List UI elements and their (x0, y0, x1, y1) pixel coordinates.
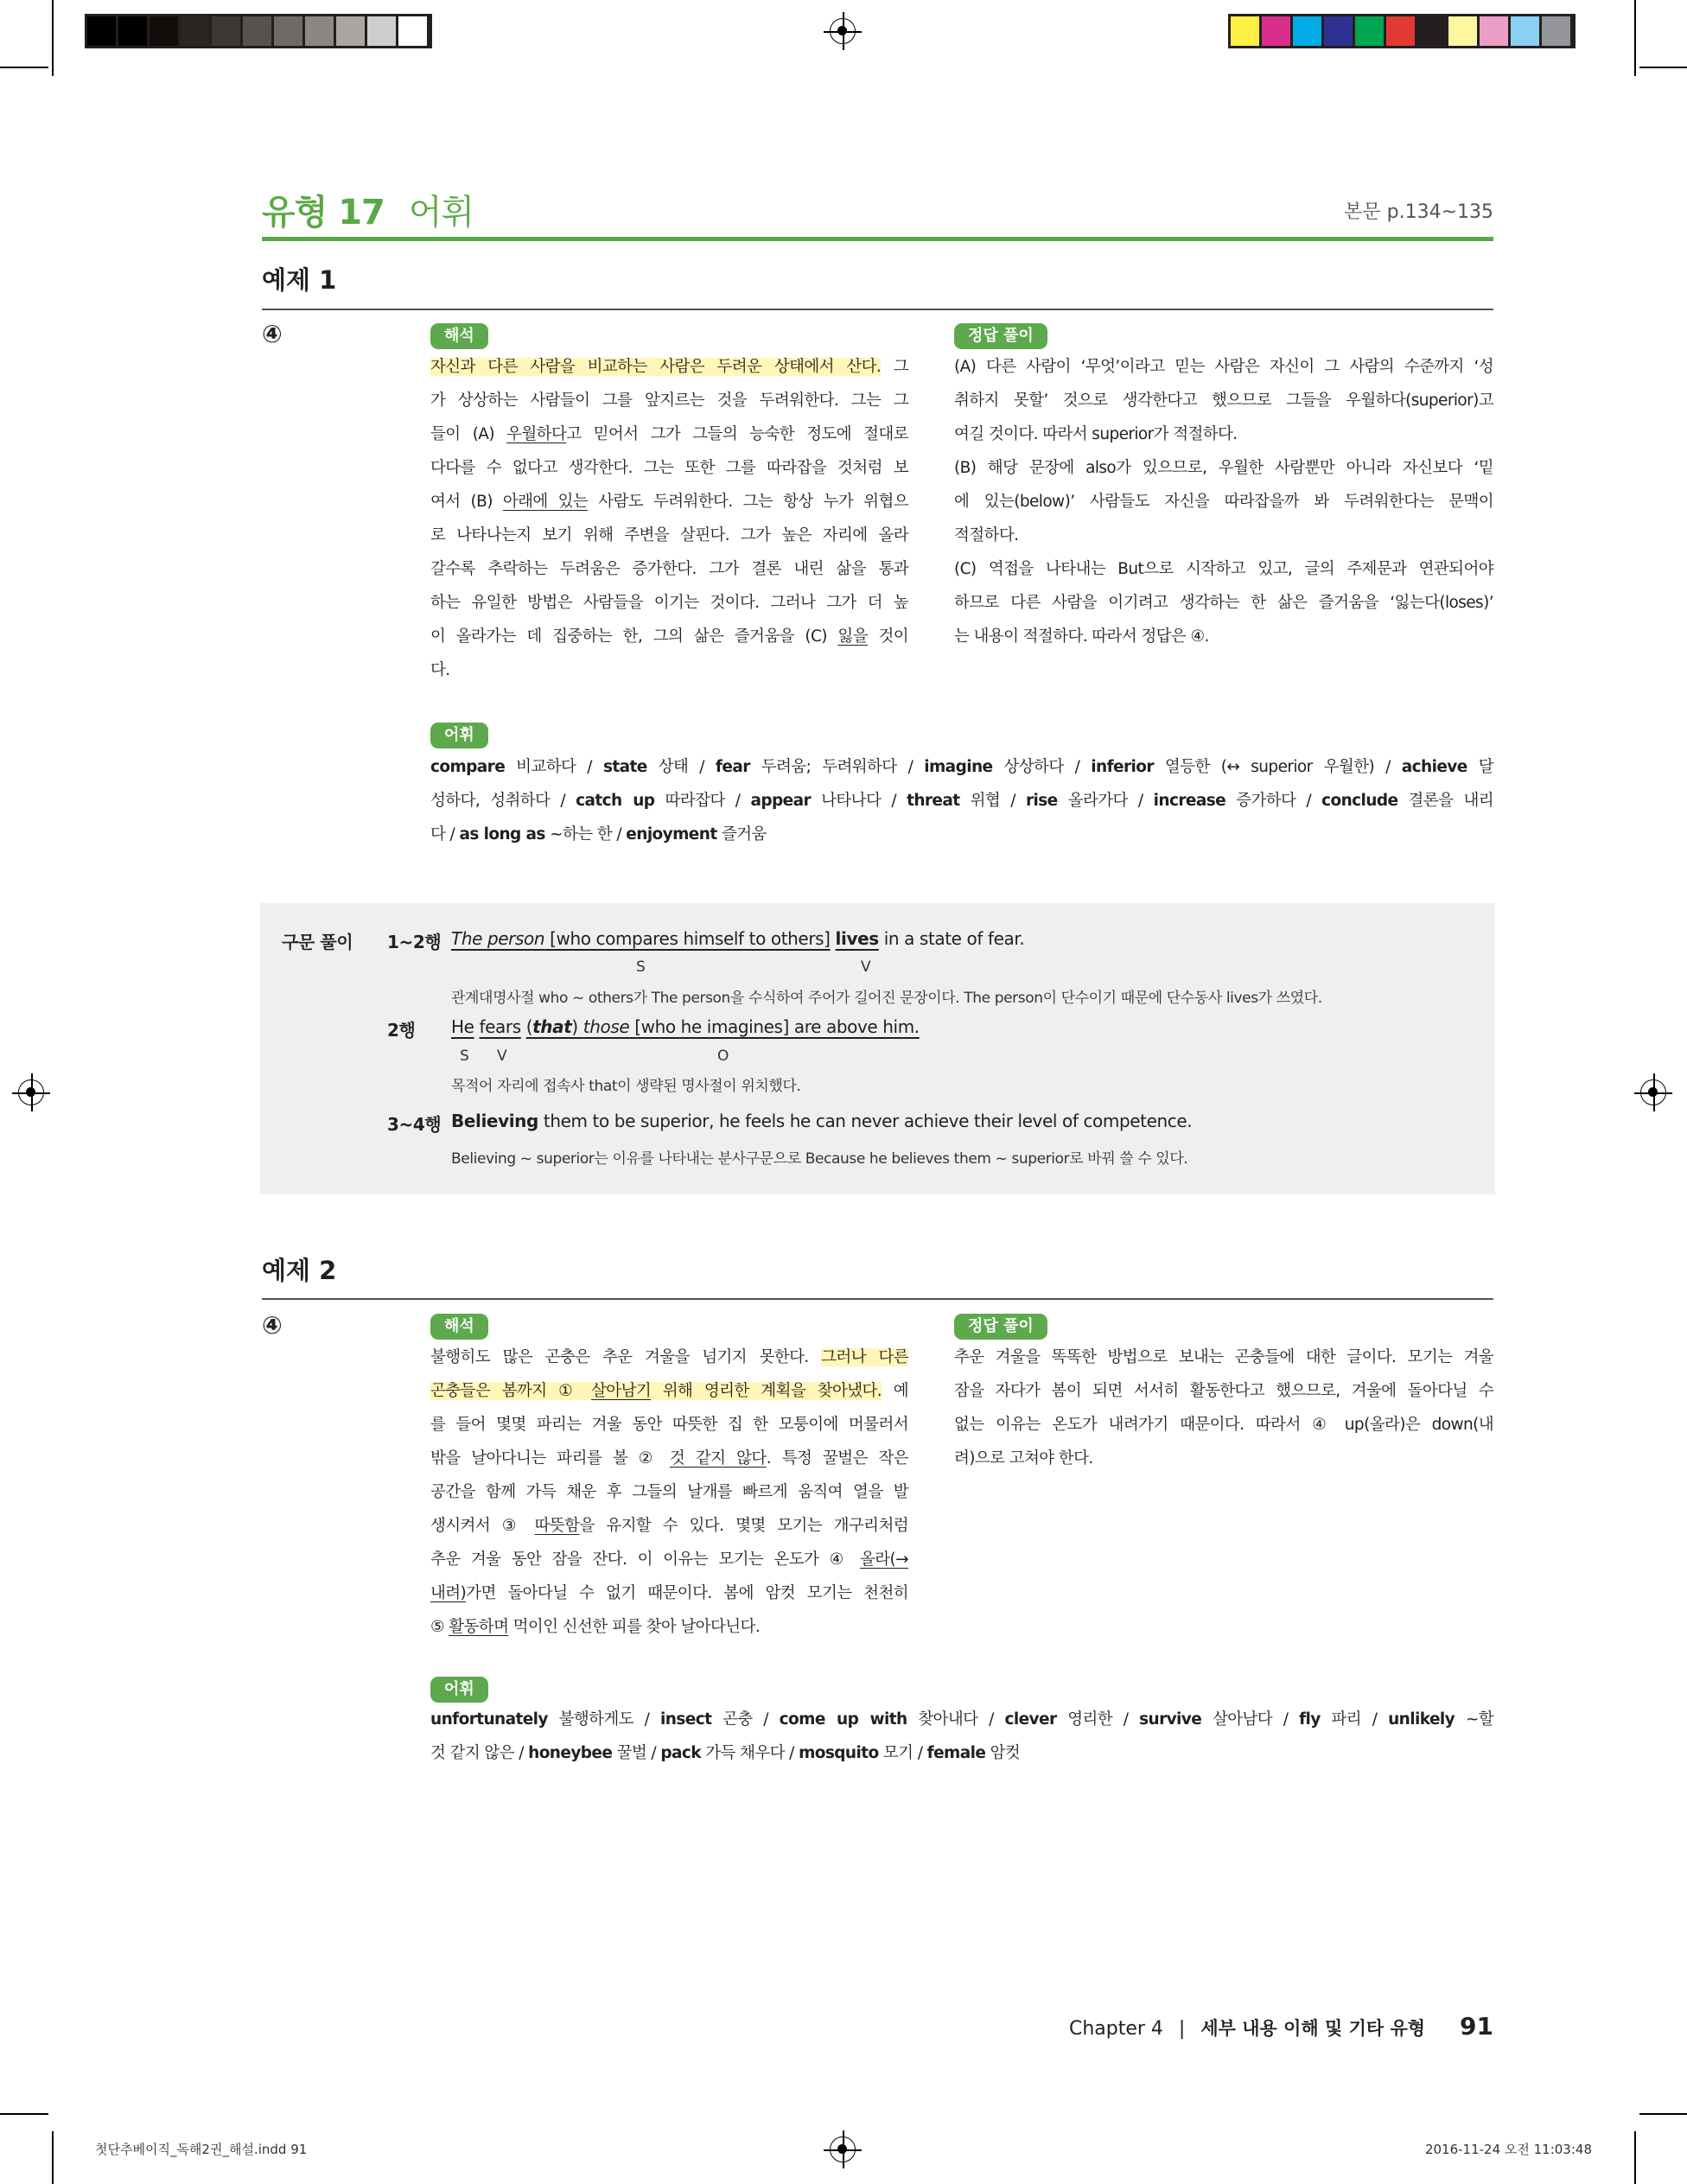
page-number: 91 (1460, 2012, 1493, 2041)
object-rest: [who he imagines] are above him. (629, 1016, 920, 1037)
highlighted-text: 살아남기 (591, 1382, 652, 1400)
syntax-note: Believing ~ superior는 이유를 나타내는 분사구문으로 Because he believes them ~ superior로 바꿔 쓸 수 있다. (451, 1150, 1188, 1168)
object-head: those (582, 1016, 630, 1037)
text: 이 올라가는 데 집중하는 한, 그의 삶은 즐거움을 (C) (430, 627, 838, 646)
divider (262, 309, 1493, 310)
text: 꿀벌 / (612, 1744, 661, 1762)
underlined-text: 따뜻함 (534, 1517, 580, 1535)
underlined-text: 아래에 있는 (502, 493, 589, 511)
text: 밖을 날아다니는 파리를 볼 ② (430, 1449, 670, 1468)
translation-badge: 해석 (430, 323, 488, 349)
text: 추운 겨울 동안 잠을 잔다. 이 이유는 모기는 온도가 ④ (430, 1550, 860, 1569)
vocab-term: appear (750, 792, 812, 810)
example-2-answer: ④ (262, 1311, 283, 1340)
registration-mark-icon (830, 18, 856, 44)
text: 공간을 함께 가득 채운 후 그들의 날개를 빠르게 움직여 열을 발 (430, 1483, 908, 1501)
text: 취하지 못할’ 것으로 생각한다고 했으므로 그들을 우월하다(superior)고 (954, 392, 1493, 410)
verb-mark: V (861, 958, 871, 976)
text: 것 같지 않은 / (430, 1744, 529, 1762)
text-line (430, 620, 908, 653)
page-title (262, 185, 474, 234)
vocab-term: catch up (576, 792, 655, 810)
text: 열등한 (↔ superior 우월한) / (1153, 758, 1402, 776)
text-line (430, 1543, 908, 1576)
footer-separator: | (1178, 2018, 1186, 2040)
color-swatch (1511, 16, 1539, 46)
underlined-text: 것 같지 않다 (669, 1449, 767, 1468)
text-line (430, 417, 908, 451)
text-line (430, 1576, 908, 1610)
slug-filename: 첫단추베이직_독해2권_해설.indd 91 (95, 2142, 308, 2157)
text: 두려움; 두려워하다 / (749, 758, 925, 776)
text: 적절하다. (954, 526, 1019, 544)
text: . 특정 꿀벌은 작은 (766, 1449, 908, 1468)
text-line (430, 1442, 908, 1475)
example-1-title: 예제 1 (262, 265, 337, 295)
text-line (954, 1340, 1493, 1374)
text: 려)으로 고쳐야 한다. (954, 1449, 1093, 1468)
color-swatch (181, 16, 209, 46)
vocab-term: honeybee (528, 1744, 613, 1762)
color-swatch (87, 16, 116, 46)
text: 잠을 자다가 봄이 되면 서서히 활동한다고 했으므로, 겨울에 돌아다닐 수 (954, 1382, 1493, 1400)
syntax-sentence: He fears (that) those [who he imagines] are above him. (451, 1016, 920, 1037)
text: 성하다, 성취하다 / (430, 792, 576, 810)
crop-mark (52, 2131, 54, 2184)
text: 고 믿어서 그가 그들의 능숙한 정도에 절대로 (566, 425, 908, 443)
underlined-text: 내려) (430, 1584, 467, 1602)
text: 하는 유일한 방법은 사람들을 이기는 것이다. 그러나 그가 더 높 (430, 594, 908, 612)
text: 즐거움 (716, 825, 767, 844)
text: 나타나다 / (811, 792, 907, 810)
syntax-sentence (451, 1111, 1192, 1131)
vocab-term: come up with (779, 1710, 907, 1729)
example-2-title: 예제 2 (262, 1256, 337, 1285)
text-line (430, 818, 1493, 851)
text: 는 내용이 적절하다. 따라서 정답은 ④. (954, 627, 1209, 646)
text-line (954, 485, 1493, 519)
underlined-text: 잃을 (837, 627, 868, 646)
divider (262, 1298, 1493, 1300)
underlined-text: 올라(→ (859, 1550, 908, 1569)
verb: lives (835, 928, 879, 949)
underlined-text: 활동하며 (449, 1618, 509, 1636)
participle: Believing (451, 1111, 538, 1131)
vocab-term: conclude (1321, 792, 1398, 810)
text-line (430, 485, 908, 519)
subject-head: The person (451, 928, 545, 949)
color-swatch (367, 16, 396, 46)
text: 불행히도 많은 곤충은 추운 겨울을 넘기지 못한다. (430, 1348, 822, 1366)
example-1-translation (430, 350, 908, 687)
text: ⑤ (430, 1618, 449, 1636)
highlighted-text: 곤충들은 봄까지 ① (430, 1382, 592, 1400)
text: 상태 / (646, 758, 716, 776)
sentence-tail: in a state of fear. (878, 928, 1025, 949)
vocab-term: mosquito (799, 1744, 879, 1762)
text: 달 (1467, 758, 1493, 776)
chapter-label: Chapter 4 (1068, 2018, 1163, 2040)
type-label: 유형 17 (262, 193, 385, 232)
vocab-term: achieve (1401, 758, 1467, 776)
verb-mark: V (497, 1047, 507, 1065)
text: 생시켜서 ③ (430, 1517, 535, 1535)
header-divider (262, 237, 1493, 241)
registration-mark-icon (18, 1079, 44, 1105)
process-color-bar (1228, 14, 1576, 48)
vocab-term: compare (430, 758, 506, 776)
subject-mark: S (460, 1047, 469, 1065)
text-line (430, 519, 908, 552)
grayscale-color-bar (85, 14, 432, 48)
text-line (954, 350, 1493, 384)
syntax-note: 관계대명사절 who ~ others가 The person을 수식하여 주어가 길어진 문장이다. The person이 단수이기 때문에 단수동사 lives가 쓰였다. (451, 990, 1322, 1007)
text: 따라잡다 / (654, 792, 751, 810)
text: (A) 다른 사람이 ‘무엇’이라고 믿는 사람은 자신이 그 사람의 수준까지 ‘성 (954, 358, 1493, 376)
text-line (430, 1374, 908, 1408)
vocab-term: state (602, 758, 647, 776)
highlighted-text: 위해 영리한 계획을 찾아냈다. (651, 1382, 882, 1400)
text: 결론을 내리 (1397, 792, 1494, 810)
vocab-term: unlikely (1388, 1710, 1455, 1729)
vocab-badge: 어휘 (430, 723, 488, 748)
example-2-vocab (430, 1703, 1493, 1770)
underlined-text: 우월하다 (506, 425, 567, 443)
registration-mark-icon (1640, 1079, 1666, 1105)
page-reference: 본문 p.134~135 (1344, 201, 1493, 223)
text: 로 나타나는지 보기 위해 주변을 살핀다. 그가 높은 자리에 올라 (430, 526, 908, 544)
text: 가 상상하는 사람들이 그를 앞지르는 것을 두려워한다. 그는 그 (430, 392, 908, 410)
text: ~하는 한 / (544, 825, 627, 844)
color-swatch (118, 16, 147, 46)
text: 들이 (A) (430, 425, 507, 443)
vocab-term: fear (715, 758, 750, 776)
color-swatch (398, 16, 427, 46)
syntax-line-ref: 2행 (387, 1020, 416, 1041)
text: 사람도 두려워한다. 그는 항상 누가 위협으 (588, 493, 908, 511)
text: 영리한 / (1056, 1710, 1140, 1729)
text-line (430, 384, 908, 417)
color-swatch (274, 16, 302, 46)
text: 다다를 수 없다고 생각한다. 그는 또한 그를 따라잡을 것처럼 보 (430, 459, 908, 477)
text-line (430, 586, 908, 620)
text: 살아남다 / (1201, 1710, 1300, 1729)
vocab-badge: 어휘 (430, 1677, 488, 1703)
color-swatch (1293, 16, 1321, 46)
syntax-label: 구문 풀이 (282, 932, 353, 952)
highlighted-text: 그러나 다른 (821, 1348, 909, 1366)
text-line (954, 519, 1493, 552)
text: 여길 것이다. 따라서 superior가 적절하다. (954, 425, 1238, 443)
vocab-term: insect (660, 1710, 712, 1729)
text: 가면 돌아다닐 수 없기 때문이다. 봄에 암컷 모기는 천천히 (466, 1584, 908, 1602)
text-line (954, 1374, 1493, 1408)
text: 비교하다 / (505, 758, 603, 776)
vocab-term: inferior (1091, 758, 1154, 776)
vocab-term: enjoyment (626, 825, 717, 844)
topic-label: 어휘 (408, 193, 474, 232)
solution-badge: 정답 풀이 (954, 323, 1047, 349)
text-line (954, 451, 1493, 485)
crop-mark (0, 2113, 48, 2115)
text-line (430, 350, 908, 384)
vocab-term: unfortunately (430, 1710, 548, 1729)
vocab-term: pack (660, 1744, 701, 1762)
text: 하므로 다른 사람을 이기려고 생각하는 한 삶은 즐거움을 ‘잃는다(loses)’ (954, 594, 1493, 612)
text: 먹이인 신선한 피를 찾아 날아다닌다. (508, 1618, 761, 1636)
text: 올라가다 / (1057, 792, 1154, 810)
text: 곤충 / (711, 1710, 780, 1729)
syntax-note: 목적어 자리에 접속사 that이 생략된 명사절이 위치했다. (451, 1078, 801, 1095)
highlighted-text: 자신과 다른 사람을 비교하는 사람은 두려운 상태에서 산다. (430, 358, 882, 376)
text: 것이 (867, 627, 909, 646)
text: 다. (430, 661, 450, 679)
color-swatch (1417, 16, 1446, 46)
slug-timestamp: 2016-11-24 오전 11:03:48 (1424, 2142, 1592, 2157)
text-line (954, 552, 1493, 586)
subject-mark: S (636, 958, 646, 976)
vocab-term: female (926, 1744, 986, 1762)
text-line (430, 1736, 1493, 1770)
solution-badge: 정답 풀이 (954, 1314, 1047, 1340)
text: 가득 채우다 / (700, 1744, 799, 1762)
text-line (954, 1408, 1493, 1442)
text: 파리 / (1320, 1710, 1389, 1729)
text: 를 들어 몇몇 파리는 겨울 동안 따뜻한 집 한 모퉁이에 머물러서 (430, 1416, 908, 1434)
text: 갈수록 추락하는 두려움은 증가한다. 그가 결론 내린 삶을 통과 (430, 560, 908, 578)
text-line (954, 620, 1493, 653)
registration-mark-icon (830, 2136, 856, 2162)
vocab-term: threat (907, 792, 960, 810)
text: 여서 (B) (430, 493, 503, 511)
color-swatch (1355, 16, 1384, 46)
vocab-term: rise (1026, 792, 1058, 810)
translation-badge: 해석 (430, 1314, 488, 1340)
example-1-solution (954, 350, 1493, 653)
text: 암컷 (985, 1744, 1021, 1762)
text-line (954, 417, 1493, 451)
text: 을 유지할 수 있다. 몇몇 모기는 개구리처럼 (579, 1517, 908, 1535)
color-swatch (1386, 16, 1415, 46)
text: 불행하게도 / (547, 1710, 661, 1729)
section-label: 세부 내용 이해 및 기타 유형 (1200, 2018, 1426, 2039)
page-footer (1069, 2012, 1493, 2041)
syntax-sentence (451, 928, 1024, 949)
vocab-term: clever (1004, 1710, 1057, 1729)
text: 없는 이유는 온도가 내려가기 때문이다. 따라서 ④ up(올라)은 down(내 (954, 1416, 1493, 1434)
color-swatch (1542, 16, 1570, 46)
text: 찾아내다 / (907, 1710, 1005, 1729)
text: 증가하다 / (1225, 792, 1322, 810)
color-swatch (1231, 16, 1259, 46)
text-line (954, 586, 1493, 620)
example-1-vocab (430, 750, 1493, 851)
color-swatch (1480, 16, 1508, 46)
example-2-solution (954, 1340, 1493, 1475)
color-swatch (1448, 16, 1477, 46)
text-line (430, 451, 908, 485)
vocab-term: as long as (459, 825, 545, 844)
text: (C) 역접을 나타내는 But으로 시작하고 있고, 글의 주제문과 연관되어야 (954, 560, 1493, 578)
crop-mark (1639, 2113, 1687, 2115)
text: ~할 (1455, 1710, 1493, 1729)
color-swatch (150, 16, 178, 46)
text-line (430, 1509, 908, 1543)
text: 위협 / (959, 792, 1026, 810)
color-swatch (212, 16, 240, 46)
text-line (430, 784, 1493, 818)
text: (B) 해당 문장에 also가 있으므로, 우월한 사람뿐만 아니라 자신보다 ‘밑 (954, 459, 1493, 477)
text-line (430, 1610, 908, 1644)
color-swatch (305, 16, 334, 46)
text-line (954, 384, 1493, 417)
text-line (430, 1703, 1493, 1736)
color-swatch (336, 16, 365, 46)
crop-mark (1639, 67, 1687, 68)
text: 예 (882, 1382, 908, 1400)
syntax-line-ref: 1~2행 (387, 932, 442, 952)
text: 상상하다 / (992, 758, 1092, 776)
crop-mark (1634, 2131, 1636, 2184)
verb: fears (479, 1016, 521, 1037)
text-line (430, 552, 908, 586)
relative-clause: [who compares himself to others] (544, 928, 831, 949)
example-2-translation (430, 1340, 908, 1644)
text-line (430, 1475, 908, 1509)
omitted-conjunction: that (532, 1016, 572, 1037)
vocab-term: survive (1139, 1710, 1202, 1729)
crop-mark (1634, 0, 1636, 76)
sentence-rest: them to be superior, he feels he can never achieve their level of competence. (538, 1111, 1193, 1131)
vocab-term: imagine (924, 758, 993, 776)
color-swatch (243, 16, 271, 46)
color-swatch (1324, 16, 1353, 46)
example-1-answer: ④ (262, 320, 283, 348)
crop-mark (52, 0, 54, 76)
text-line (954, 1442, 1493, 1475)
subject: He (451, 1016, 474, 1037)
vocab-term: increase (1153, 792, 1226, 810)
text-line (430, 1408, 908, 1442)
text: 에 있는(below)’ 사람들도 자신을 따라잡을까 봐 두려워한다는 문맥이 (954, 493, 1493, 511)
text: 다 / (430, 825, 460, 844)
text-line (430, 750, 1493, 784)
text: 추운 겨울을 똑똑한 방법으로 보내는 곤충들에 대한 글이다. 모기는 겨울 (954, 1348, 1493, 1366)
vocab-term: fly (1299, 1710, 1321, 1729)
text-line (430, 653, 908, 687)
syntax-line-ref: 3~4행 (387, 1114, 442, 1135)
text: 그 (881, 358, 908, 376)
color-swatch (1262, 16, 1290, 46)
text-line (430, 1340, 908, 1374)
crop-mark (0, 67, 48, 68)
text: 모기 / (878, 1744, 927, 1762)
object-mark: O (717, 1047, 729, 1065)
